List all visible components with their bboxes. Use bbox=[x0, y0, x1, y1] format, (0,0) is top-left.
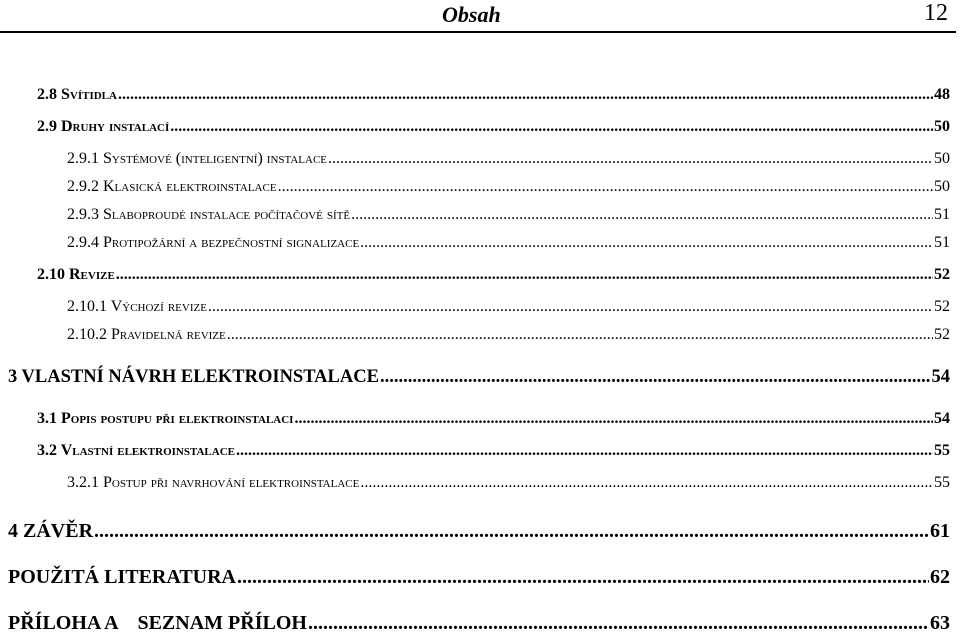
toc-entry-label: 2.9.3 Slaboproudé instalace počítačové sítě bbox=[67, 206, 351, 223]
toc-entry-label: 2.10.2 Pravidelná revize bbox=[67, 326, 226, 343]
toc-leader-dots bbox=[94, 520, 929, 543]
toc-entry-label: 3.2 Vlastní elektroinstalace bbox=[37, 442, 235, 459]
toc-entry-label: 2.9.2 Klasická elektroinstalace bbox=[67, 178, 277, 195]
toc-entry[interactable] bbox=[8, 520, 950, 543]
toc-entry-page: 54 bbox=[934, 410, 950, 427]
toc-entry-page: 48 bbox=[934, 86, 950, 103]
toc-entry-page: 52 bbox=[934, 326, 950, 343]
toc-entry-label: 2.10 Revize bbox=[37, 266, 115, 283]
toc-entry-page: 61 bbox=[930, 520, 950, 542]
toc-entry[interactable] bbox=[37, 442, 950, 460]
toc-leader-dots bbox=[236, 442, 933, 460]
toc-entry[interactable] bbox=[37, 86, 950, 104]
toc-entry-page: 55 bbox=[934, 442, 950, 459]
header-title: Obsah bbox=[442, 2, 501, 27]
header-rule bbox=[0, 31, 956, 33]
toc-entry[interactable] bbox=[37, 118, 950, 136]
toc-entry[interactable] bbox=[67, 234, 950, 252]
toc-entry[interactable] bbox=[37, 266, 950, 284]
toc-leader-dots bbox=[118, 86, 933, 104]
toc-entry[interactable] bbox=[8, 566, 950, 589]
toc-leader-dots bbox=[227, 326, 933, 344]
toc-leader-dots bbox=[351, 206, 933, 224]
toc-entry[interactable] bbox=[67, 150, 950, 168]
toc-entry-page: 63 bbox=[930, 612, 950, 634]
toc-leader-dots bbox=[308, 612, 929, 635]
toc-entry-page: 50 bbox=[934, 150, 950, 167]
toc-leader-dots bbox=[294, 410, 933, 428]
toc-entry[interactable] bbox=[37, 410, 950, 428]
toc-entry[interactable] bbox=[67, 178, 950, 196]
toc-leader-dots bbox=[170, 118, 933, 136]
toc-leader-dots bbox=[278, 178, 933, 196]
toc-entry[interactable] bbox=[67, 206, 950, 224]
toc-entry-page: 55 bbox=[934, 474, 950, 491]
toc-entry-page: 62 bbox=[930, 566, 950, 588]
toc-leader-dots bbox=[237, 566, 929, 589]
toc-entry[interactable] bbox=[8, 367, 950, 388]
toc-entry-label: 2.9.1 Systémové (inteligentní) instalace bbox=[67, 150, 328, 167]
toc-entry-page: 52 bbox=[934, 266, 950, 283]
toc-entry-label: 2.10.1 Výchozí revize bbox=[67, 298, 207, 315]
toc-leader-dots bbox=[328, 150, 933, 168]
toc-entry-page: 51 bbox=[934, 234, 950, 251]
toc-entry[interactable] bbox=[67, 326, 950, 344]
header-page-number: 12 bbox=[924, 0, 948, 26]
toc-entry-page: 54 bbox=[931, 367, 950, 387]
toc-entry-label: POUŽITÁ LITERATURA bbox=[8, 566, 236, 588]
toc-entry-page: 51 bbox=[934, 206, 950, 223]
toc-entry-label: 2.9 Druhy instalací bbox=[37, 118, 170, 135]
toc-entry-label: 3.1 Popis postupu při elektroinstalaci bbox=[37, 410, 294, 427]
toc-entry-label: 4 ZÁVĚR bbox=[8, 520, 94, 542]
toc-entry-label: 3 VLASTNÍ NÁVRH ELEKTROINSTALACE bbox=[8, 367, 379, 387]
toc-leader-dots bbox=[380, 367, 931, 388]
toc-leader-dots bbox=[208, 298, 933, 316]
page-header bbox=[0, 0, 956, 30]
toc-entry-page: 52 bbox=[934, 298, 950, 315]
toc-entry-label: 2.8 Svítidla bbox=[37, 86, 117, 103]
toc-leader-dots bbox=[360, 474, 933, 492]
toc-entry-label: PŘÍLOHA A SEZNAM PŘÍLOH bbox=[8, 612, 307, 634]
toc-entry-label: 2.9.4 Protipožární a bezpečnostní signalizace bbox=[67, 234, 360, 251]
toc-entry-label: 3.2.1 Postup při navrhování elektroinstalace bbox=[67, 474, 360, 491]
toc-entry-page: 50 bbox=[934, 118, 950, 135]
toc-entry[interactable] bbox=[67, 298, 950, 316]
toc-entry-page: 50 bbox=[934, 178, 950, 195]
toc-leader-dots bbox=[360, 234, 933, 252]
toc-leader-dots bbox=[116, 266, 933, 284]
toc-entry[interactable] bbox=[67, 474, 950, 492]
toc-entry[interactable] bbox=[8, 612, 950, 635]
